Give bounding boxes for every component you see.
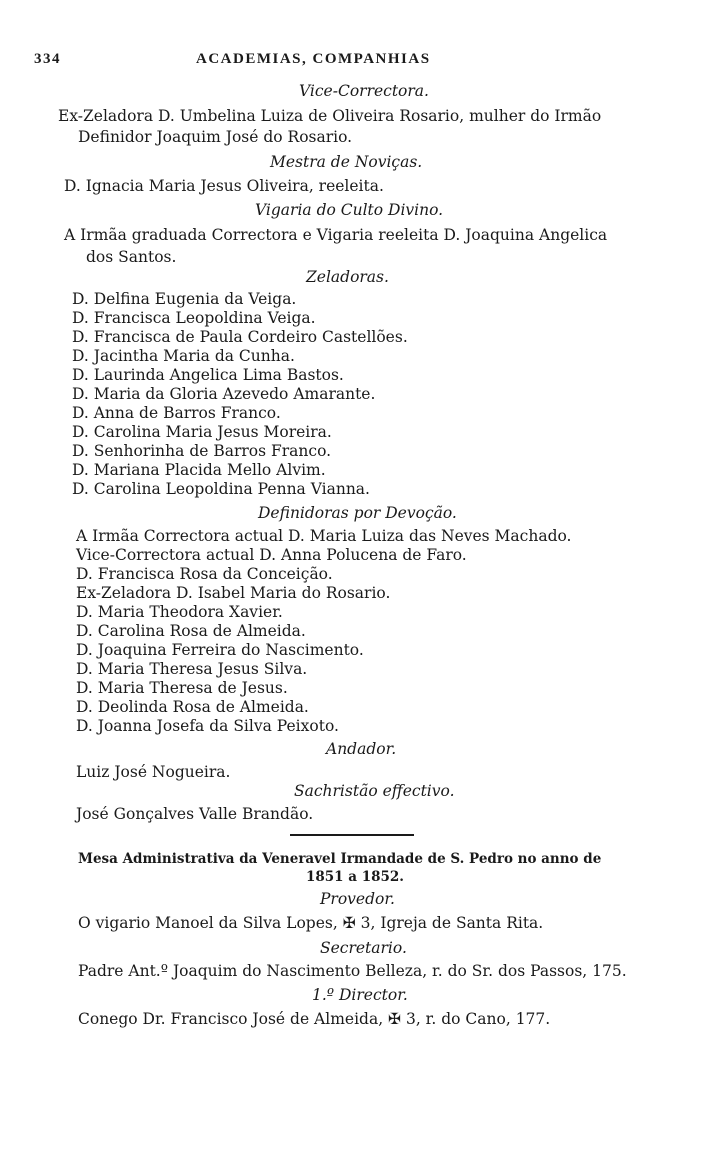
text-line: Luiz José Nogueira. — [76, 763, 231, 781]
list-item: Ex-Zeladora D. Isabel Maria do Rosario. — [76, 584, 391, 602]
section-heading: Provedor. — [320, 890, 395, 908]
text-line: José Gonçalves Valle Brandão. — [76, 805, 314, 823]
list-item: D. Joaquina Ferreira do Nascimento. — [76, 641, 364, 659]
text-line: A Irmãa graduada Correctora e Vigaria reeleita D. Joaquina Angelica — [64, 226, 608, 244]
list-item: D. Francisca Rosa da Conceição. — [76, 565, 333, 583]
section-heading: Definidoras por Devoção. — [258, 504, 457, 522]
list-item: D. Joanna Josefa da Silva Peixoto. — [76, 717, 339, 735]
text-line: Ex-Zeladora D. Umbelina Luiza de Oliveira Rosario, mulher do Irmão — [58, 107, 602, 125]
list-item: D. Francisca Leopoldina Veiga. — [72, 309, 316, 327]
list-item: D. Delfina Eugenia da Veiga. — [72, 290, 297, 308]
section-heading: Sachristão effectivo. — [294, 782, 455, 800]
section-heading: Mestra de Noviças. — [270, 153, 423, 171]
page-number: 334 — [34, 51, 61, 67]
section-heading: Vigaria do Culto Divino. — [255, 201, 444, 219]
list-item: D. Maria Theodora Xavier. — [76, 603, 283, 621]
text-line: dos Santos. — [86, 248, 177, 266]
text-line: Conego Dr. Francisco José de Almeida, ✠ 3, r. do Cano, 177. — [78, 1010, 551, 1028]
list-item: D. Carolina Rosa de Almeida. — [76, 622, 306, 640]
section-heading: 1.º Director. — [312, 986, 408, 1004]
section-divider — [290, 834, 414, 836]
list-item: D. Laurinda Angelica Lima Bastos. — [72, 366, 344, 384]
section-heading: Secretario. — [320, 939, 407, 957]
section-title: 1851 a 1852. — [306, 869, 404, 885]
running-title: ACADEMIAS, COMPANHIAS — [196, 51, 431, 67]
list-item: D. Senhorinha de Barros Franco. — [72, 442, 332, 460]
list-item: D. Deolinda Rosa de Almeida. — [76, 698, 309, 716]
section-heading: Vice-Correctora. — [299, 82, 429, 100]
list-item: D. Carolina Leopoldina Penna Vianna. — [72, 480, 370, 498]
list-item: A Irmãa Correctora actual D. Maria Luiza das Neves Machado. — [76, 527, 572, 545]
section-heading: Zeladoras. — [306, 268, 389, 286]
list-item: D. Maria Theresa de Jesus. — [76, 679, 288, 697]
text-line: D. Ignacia Maria Jesus Oliveira, reeleita. — [64, 177, 384, 195]
list-item: D. Maria Theresa Jesus Silva. — [76, 660, 308, 678]
text-line: Definidor Joaquim José do Rosario. — [78, 128, 353, 146]
list-item: D. Anna de Barros Franco. — [72, 404, 281, 422]
text-line: O vigario Manoel da Silva Lopes, ✠ 3, Igreja de Santa Rita. — [78, 914, 544, 932]
list-item: D. Mariana Placida Mello Alvim. — [72, 461, 326, 479]
section-heading: Andador. — [326, 740, 397, 758]
section-title: Mesa Administrativa da Veneravel Irmandade de S. Pedro no anno de — [78, 851, 602, 867]
list-item: Vice-Correctora actual D. Anna Polucena de Faro. — [76, 546, 467, 564]
text-line: Padre Ant.º Joaquim do Nascimento Belleza, r. do Sr. dos Passos, 175. — [78, 962, 627, 980]
list-item: D. Francisca de Paula Cordeiro Castellões. — [72, 328, 408, 346]
list-item: D. Jacintha Maria da Cunha. — [72, 347, 295, 365]
list-item: D. Maria da Gloria Azevedo Amarante. — [72, 385, 376, 403]
list-item: D. Carolina Maria Jesus Moreira. — [72, 423, 332, 441]
